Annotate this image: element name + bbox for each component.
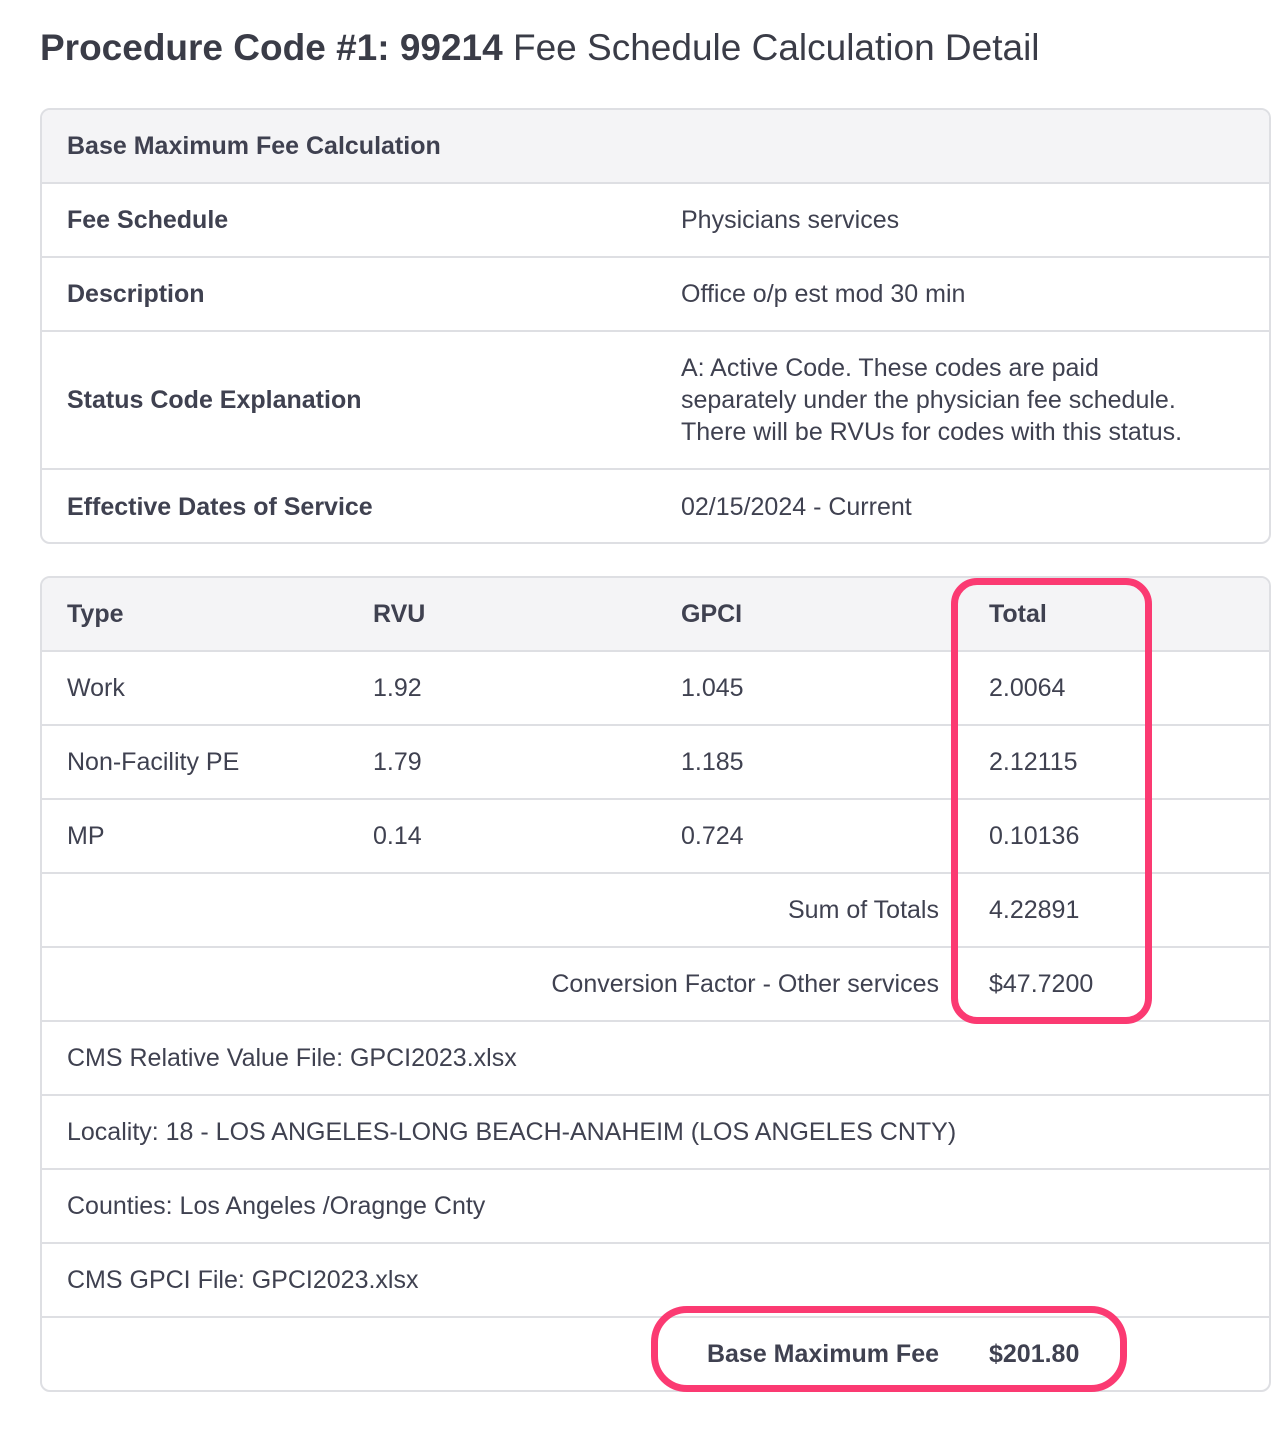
conversion-factor-value: $47.7200: [989, 970, 1094, 998]
header-rvu: RVU: [373, 600, 426, 628]
row-gpci: 0.724: [681, 822, 744, 850]
base-maximum-fee-row: [42, 1318, 1269, 1390]
base-fee-card-title: Base Maximum Fee Calculation: [67, 132, 441, 160]
row-rvu: 1.79: [373, 748, 422, 776]
status-code-line-3: There will be RVUs for codes with this status.: [681, 418, 1183, 446]
effective-dates-value: 02/15/2024 - Current: [681, 493, 912, 521]
fee-schedule-label: Fee Schedule: [67, 206, 229, 234]
sum-of-totals-value: 4.22891: [989, 896, 1080, 924]
row-rvu: 1.92: [373, 674, 422, 702]
sum-of-totals-label: Sum of Totals: [787, 896, 939, 924]
effective-dates-label: Effective Dates of Service: [67, 493, 373, 521]
gpci-file-text: CMS GPCI File: GPCI2023.xlsx: [67, 1266, 419, 1294]
status-code-line-2: separately under the physician fee schedule.: [681, 386, 1176, 414]
base-fee-card-header: [42, 110, 1269, 184]
page-title-text: Fee Schedule Calculation Detail: [502, 27, 1040, 68]
row-total: 2.12115: [989, 748, 1078, 776]
gpci-file-row: [42, 1244, 1269, 1318]
status-code-value: [681, 352, 1182, 448]
page-title: [40, 26, 1040, 70]
row-gpci: 1.045: [681, 674, 744, 702]
description-value: Office o/p est mod 30 min: [681, 280, 966, 308]
row-gpci: 1.185: [681, 748, 744, 776]
header-type: Type: [67, 600, 124, 628]
table-row-work: [42, 652, 1269, 726]
locality-text: Locality: 18 - LOS ANGELES-LONG BEACH-ANAHEIM (LOS ANGELES CNTY): [67, 1118, 957, 1146]
row-total: 2.0064: [989, 674, 1066, 702]
page-title-code: Procedure Code #1: 99214: [40, 27, 503, 68]
table-row-pe: [42, 726, 1269, 800]
row-type: MP: [67, 822, 105, 850]
row-type: Non-Facility PE: [67, 748, 240, 776]
header-total: Total: [989, 600, 1047, 628]
counties-text: Counties: Los Angeles /Oragnge Cnty: [67, 1192, 486, 1220]
conversion-factor-row: [42, 948, 1269, 1022]
base-maximum-fee-value: $201.80: [989, 1340, 1080, 1368]
calculation-table-header: [42, 578, 1269, 652]
relative-value-file-text: CMS Relative Value File: GPCI2023.xlsx: [67, 1044, 517, 1072]
description-label: Description: [67, 280, 205, 308]
status-code-row: [42, 332, 1269, 470]
base-fee-card: [40, 108, 1271, 544]
conversion-factor-label: Conversion Factor - Other services: [551, 970, 939, 998]
header-gpci: GPCI: [681, 600, 743, 628]
row-type: Work: [67, 674, 125, 702]
sum-of-totals-row: [42, 874, 1269, 948]
base-maximum-fee-label: Base Maximum Fee: [706, 1340, 939, 1368]
fee-schedule-row: [42, 184, 1269, 258]
row-total: 0.10136: [989, 822, 1080, 850]
locality-row: [42, 1096, 1269, 1170]
table-row-mp: [42, 800, 1269, 874]
status-code-line-1: A: Active Code. These codes are paid: [681, 354, 1099, 382]
calculation-table: [40, 576, 1271, 1392]
description-row: [42, 258, 1269, 332]
counties-row: [42, 1170, 1269, 1244]
fee-schedule-value: Physicians services: [681, 206, 900, 234]
relative-value-file-row: [42, 1022, 1269, 1096]
row-rvu: 0.14: [373, 822, 422, 850]
effective-dates-row: [42, 470, 1269, 544]
status-code-label: Status Code Explanation: [67, 386, 362, 414]
